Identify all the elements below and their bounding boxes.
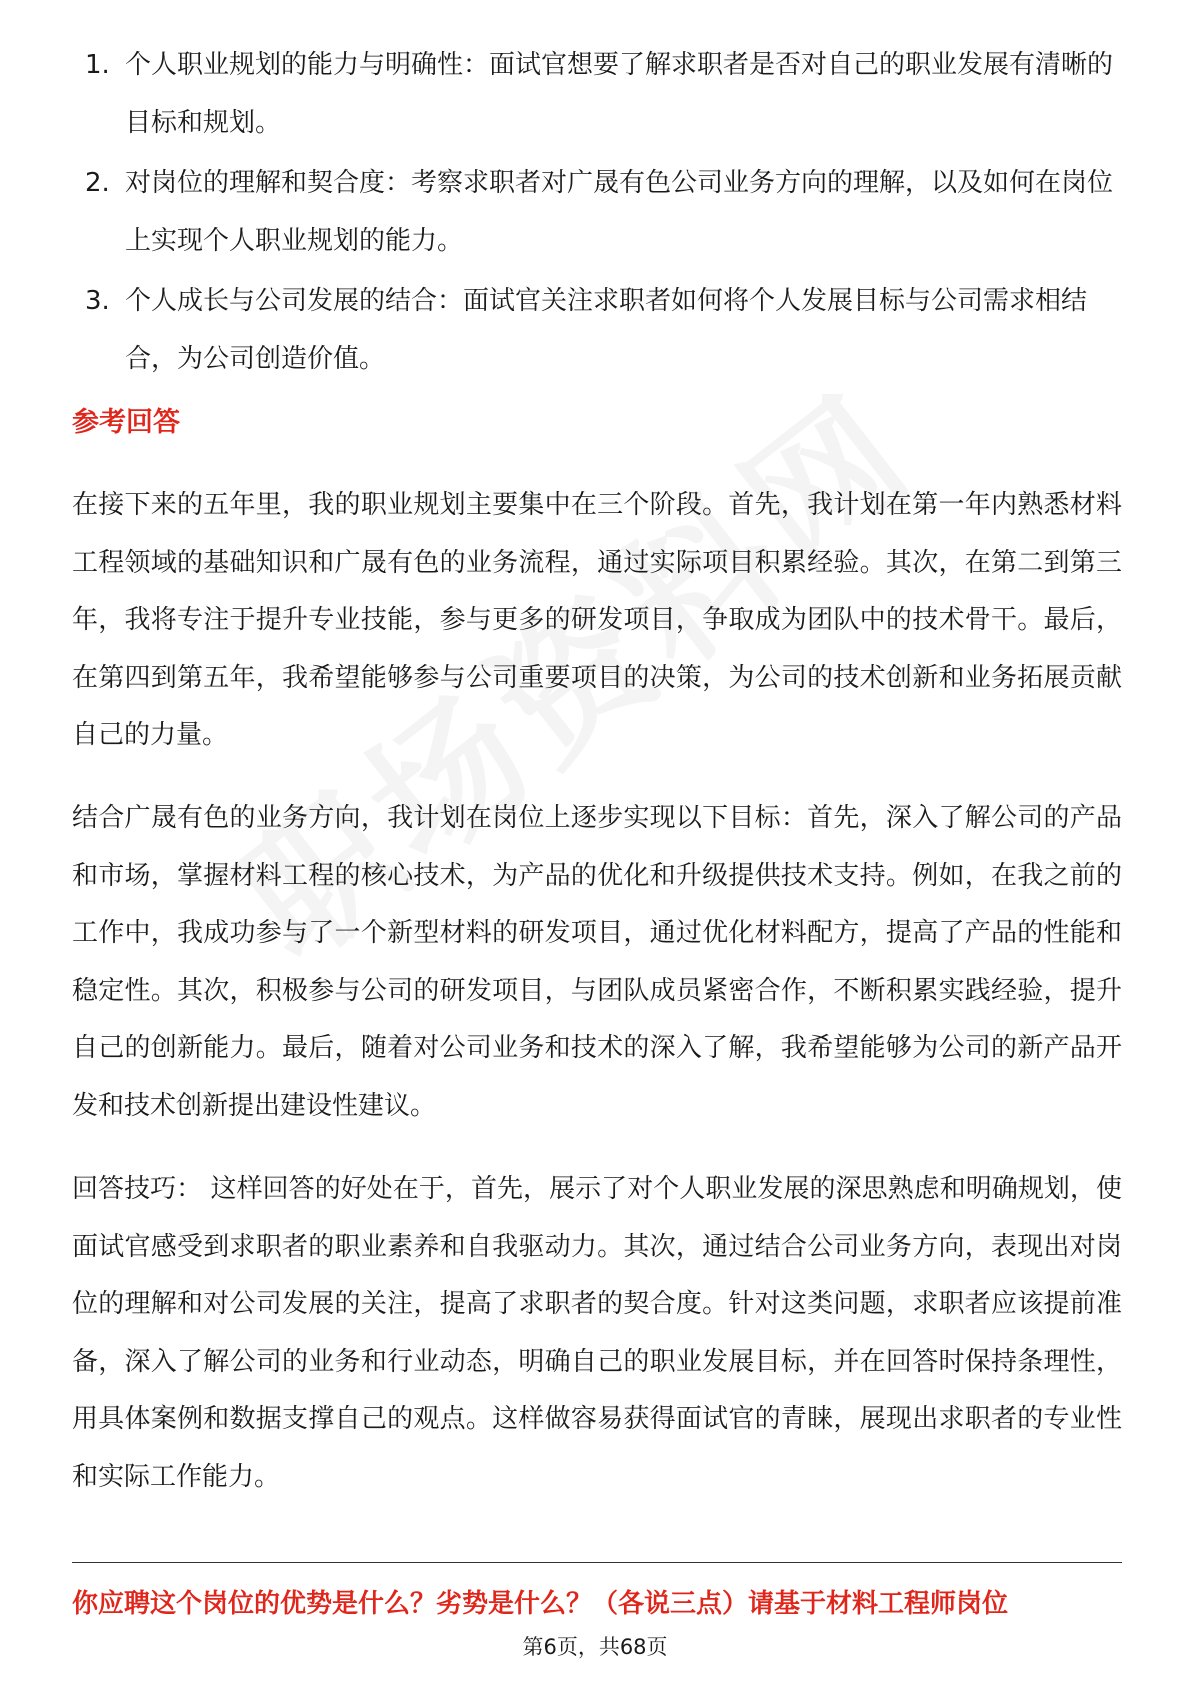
list-item-number: 2. <box>85 168 110 198</box>
list-item <box>72 154 1122 270</box>
page-number: 第6页，共68页 <box>522 1635 668 1659</box>
list-item-number: 3. <box>85 286 110 316</box>
section-heading: 参考回答 <box>72 407 180 438</box>
list-item-text: 个人职业规划的能力与明确性：面试官想要了解求职者是否对自己的职业发展有清晰的目标和规划。 <box>125 50 1114 138</box>
list-item <box>72 272 1122 388</box>
list-item-text: 对岗位的理解和契合度：考察求职者对广晟有色公司业务方向的理解，以及如何在岗位上实现个人职业规划的能力。 <box>125 168 1114 256</box>
divider <box>72 1562 1122 1563</box>
list-item <box>72 36 1122 152</box>
answer-tips-paragraph: 回答技巧： 这样回答的好处在于，首先，展示了对个人职业发展的深思熟虑和明确规划，使面试官感受到求职者的职业素养和自我驱动力。其次，通过结合公司业务方向，表现出对岗位的理解和对公司发展的关注，提高了求职者的契合度。针对这类问题，求职者应该提前准备，深入了解公司的业务和行业动态，明确自己的职业发展目标，并在回答时保持条理性，用具体案例和数据支撑自己的观点。这样做容易获得面试官的青睐，展现出求职者的专业性和实际工作能力。 <box>72 1174 1122 1492</box>
list-item-number: 1. <box>85 50 110 80</box>
answer-paragraph-2: 结合广晟有色的业务方向，我计划在岗位上逐步实现以下目标：首先，深入了解公司的产品和市场，掌握材料工程的核心技术，为产品的优化和升级提供技术支持。例如，在我之前的工作中，我成功参与了一个新型材料的研发项目，通过优化材料配方，提高了产品的性能和稳定性。其次，积极参与公司的研发项目，与团队成员紧密合作，不断积累实践经验，提升自己的创新能力。最后，随着对公司业务和技术的深入了解，我希望能够为公司的新产品开发和技术创新提出建设性建议。 <box>72 803 1122 1121</box>
criteria-list <box>72 36 1122 390</box>
next-question-heading: 你应聘这个岗位的优势是什么？劣势是什么？（各说三点）请基于材料工程师岗位 <box>72 1589 1009 1619</box>
list-item-text: 个人成长与公司发展的结合：面试官关注求职者如何将个人发展目标与公司需求相结合，为公司创造价值。 <box>125 286 1088 374</box>
answer-paragraph-1: 在接下来的五年里，我的职业规划主要集中在三个阶段。首先，我计划在第一年内熟悉材料工程领域的基础知识和广晟有色的业务流程，通过实际项目积累经验。其次，在第二到第三年，我将专注于提升专业技能，参与更多的研发项目，争取成为团队中的技术骨干。最后，在第四到第五年，我希望能够参与公司重要项目的决策，为公司的技术创新和业务拓展贡献自己的力量。 <box>72 490 1122 750</box>
